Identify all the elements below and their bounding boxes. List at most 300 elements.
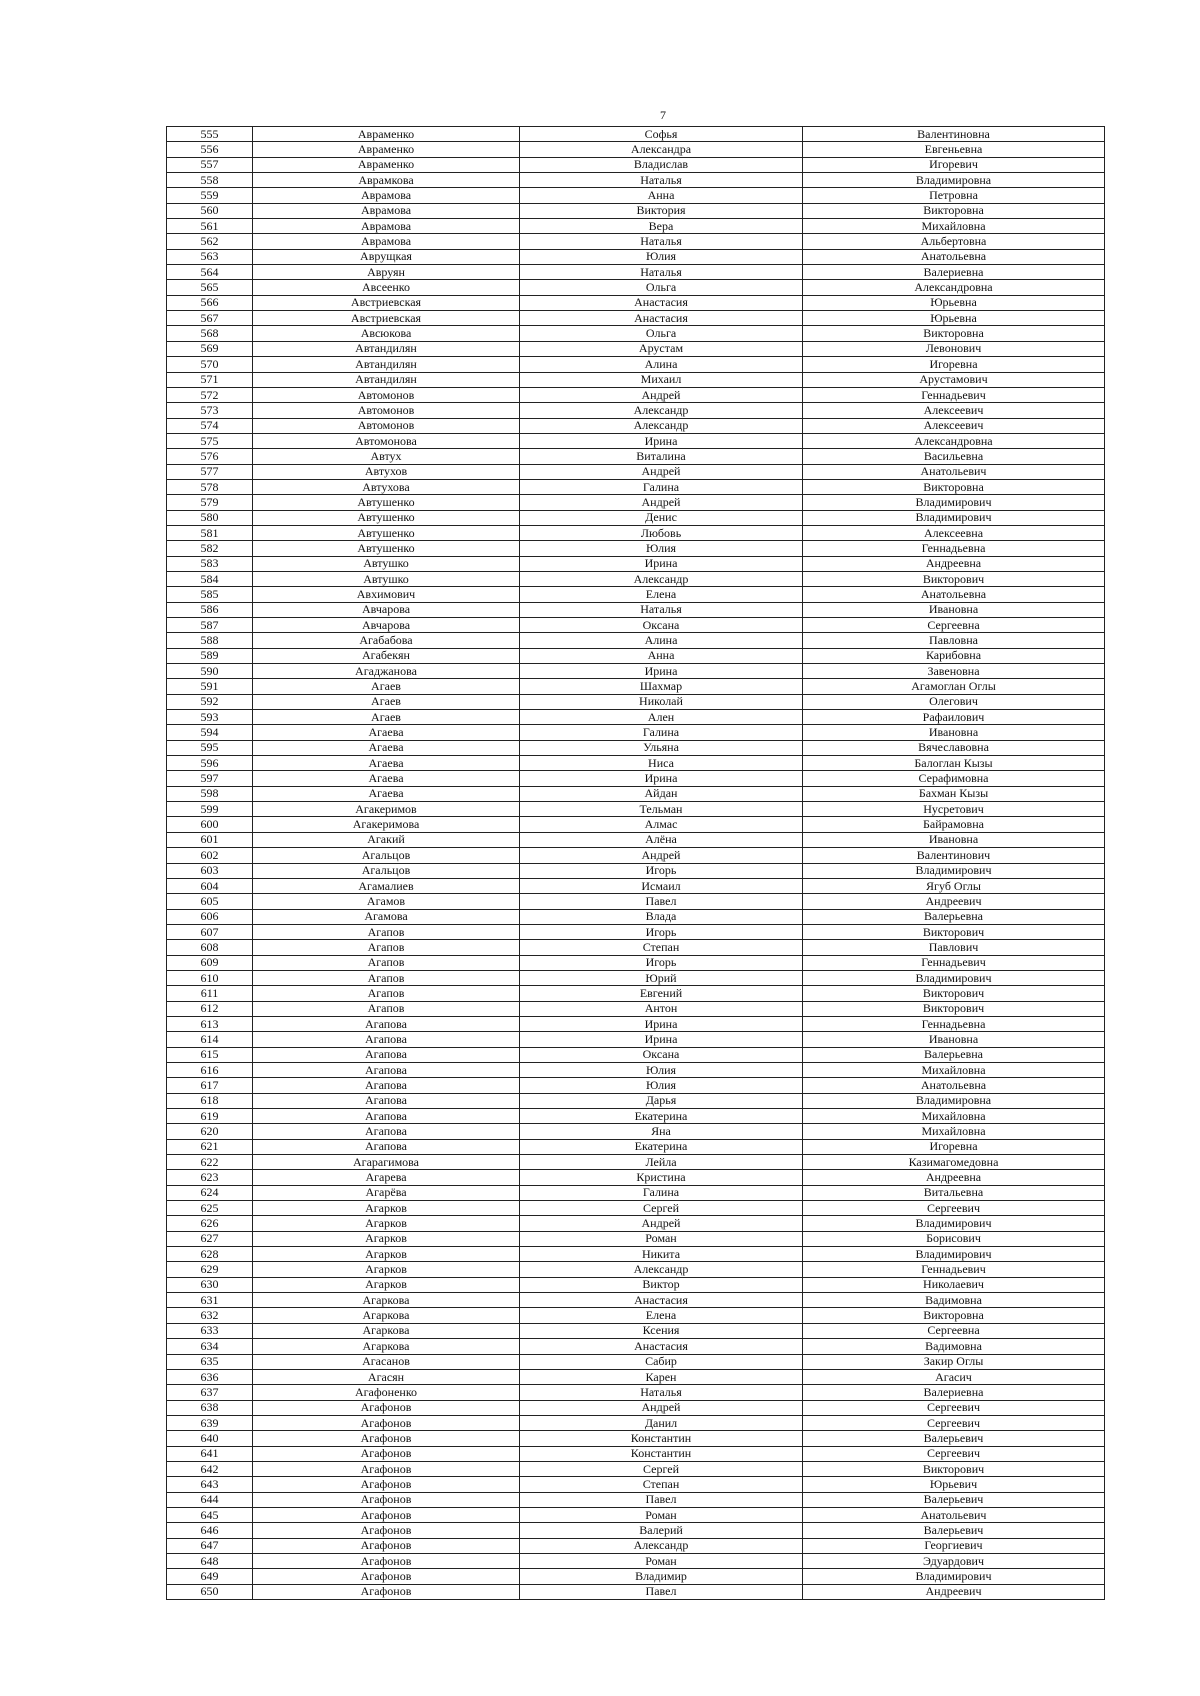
table-row: [167, 756, 1105, 771]
row-number-cell: 619: [167, 1109, 253, 1124]
row-number-cell: 646: [167, 1523, 253, 1538]
last-name-cell: Агафонов: [253, 1415, 520, 1430]
first-name-cell: Юлия: [520, 249, 803, 264]
table-row: [167, 802, 1105, 817]
last-name-cell: Агакий: [253, 832, 520, 847]
last-name-cell: Агаев: [253, 679, 520, 694]
first-name-cell: Андрей: [520, 848, 803, 863]
row-number-cell: 557: [167, 157, 253, 172]
table-row: [167, 955, 1105, 970]
first-name-cell: Наталья: [520, 265, 803, 280]
table-row: [167, 1262, 1105, 1277]
table-row: [167, 664, 1105, 679]
last-name-cell: Агарагимова: [253, 1155, 520, 1170]
row-number-cell: 589: [167, 648, 253, 663]
row-number-cell: 621: [167, 1139, 253, 1154]
first-name-cell: Степан: [520, 1477, 803, 1492]
table-row: [167, 1477, 1105, 1492]
table-row: [167, 970, 1105, 985]
last-name-cell: Автандилян: [253, 372, 520, 387]
first-name-cell: Оксана: [520, 618, 803, 633]
middle-name-cell: Валерьевич: [803, 1431, 1105, 1446]
middle-name-cell: Владимирович: [803, 863, 1105, 878]
first-name-cell: Александр: [520, 571, 803, 586]
first-name-cell: Данил: [520, 1415, 803, 1430]
table-row: [167, 418, 1105, 433]
row-number-cell: 649: [167, 1569, 253, 1584]
row-number-cell: 625: [167, 1201, 253, 1216]
last-name-cell: Австриевская: [253, 295, 520, 310]
last-name-cell: Автухов: [253, 464, 520, 479]
row-number-cell: 607: [167, 924, 253, 939]
row-number-cell: 647: [167, 1538, 253, 1553]
middle-name-cell: Геннадьевич: [803, 387, 1105, 402]
middle-name-cell: Байрамовна: [803, 817, 1105, 832]
first-name-cell: Карен: [520, 1369, 803, 1384]
first-name-cell: Елена: [520, 1308, 803, 1323]
row-number-cell: 639: [167, 1415, 253, 1430]
last-name-cell: Агаркова: [253, 1339, 520, 1354]
last-name-cell: Автухова: [253, 479, 520, 494]
middle-name-cell: Сергеевна: [803, 618, 1105, 633]
last-name-cell: Агамова: [253, 909, 520, 924]
first-name-cell: Игорь: [520, 955, 803, 970]
first-name-cell: Галина: [520, 725, 803, 740]
middle-name-cell: Викторович: [803, 924, 1105, 939]
table-row: [167, 341, 1105, 356]
last-name-cell: Агаев: [253, 710, 520, 725]
row-number-cell: 613: [167, 1016, 253, 1031]
last-name-cell: Агакеримова: [253, 817, 520, 832]
middle-name-cell: Геннадьевна: [803, 1016, 1105, 1031]
row-number-cell: 638: [167, 1400, 253, 1415]
last-name-cell: Авраменко: [253, 127, 520, 142]
row-number-cell: 573: [167, 403, 253, 418]
middle-name-cell: Балоглан Кызы: [803, 756, 1105, 771]
first-name-cell: Ульяна: [520, 740, 803, 755]
table-row: [167, 786, 1105, 801]
last-name-cell: Агафонов: [253, 1492, 520, 1507]
first-name-cell: Ирина: [520, 433, 803, 448]
first-name-cell: Виктория: [520, 203, 803, 218]
first-name-cell: Владислав: [520, 157, 803, 172]
first-name-cell: Андрей: [520, 495, 803, 510]
middle-name-cell: Павлович: [803, 940, 1105, 955]
row-number-cell: 590: [167, 664, 253, 679]
last-name-cell: Агафонов: [253, 1507, 520, 1522]
last-name-cell: Агасанов: [253, 1354, 520, 1369]
table-row: [167, 817, 1105, 832]
row-number-cell: 558: [167, 173, 253, 188]
table-row: [167, 863, 1105, 878]
middle-name-cell: Агасич: [803, 1369, 1105, 1384]
first-name-cell: Лейла: [520, 1155, 803, 1170]
last-name-cell: Автух: [253, 449, 520, 464]
middle-name-cell: Сергеевич: [803, 1446, 1105, 1461]
table-row: [167, 142, 1105, 157]
row-number-cell: 650: [167, 1584, 253, 1599]
row-number-cell: 579: [167, 495, 253, 510]
middle-name-cell: Ягуб Оглы: [803, 878, 1105, 893]
last-name-cell: Агаркова: [253, 1308, 520, 1323]
row-number-cell: 627: [167, 1231, 253, 1246]
middle-name-cell: Нусретович: [803, 802, 1105, 817]
table-row: [167, 1492, 1105, 1507]
table-row: [167, 403, 1105, 418]
middle-name-cell: Анатольевна: [803, 587, 1105, 602]
first-name-cell: Андрей: [520, 464, 803, 479]
middle-name-cell: Игоревна: [803, 1139, 1105, 1154]
middle-name-cell: Сергеевна: [803, 1323, 1105, 1338]
middle-name-cell: Закир Оглы: [803, 1354, 1105, 1369]
middle-name-cell: Николаевич: [803, 1277, 1105, 1292]
last-name-cell: Агафонов: [253, 1538, 520, 1553]
last-name-cell: Агапова: [253, 1016, 520, 1031]
table-row: [167, 1584, 1105, 1599]
row-number-cell: 602: [167, 848, 253, 863]
row-number-cell: 561: [167, 219, 253, 234]
row-number-cell: 560: [167, 203, 253, 218]
row-number-cell: 598: [167, 786, 253, 801]
first-name-cell: Игорь: [520, 924, 803, 939]
table-row: [167, 1062, 1105, 1077]
row-number-cell: 648: [167, 1553, 253, 1568]
row-number-cell: 586: [167, 602, 253, 617]
middle-name-cell: Евгеньевна: [803, 142, 1105, 157]
middle-name-cell: Андреевна: [803, 1170, 1105, 1185]
row-number-cell: 559: [167, 188, 253, 203]
row-number-cell: 569: [167, 341, 253, 356]
middle-name-cell: Юрьевна: [803, 311, 1105, 326]
middle-name-cell: Вячеславовна: [803, 740, 1105, 755]
first-name-cell: Виктор: [520, 1277, 803, 1292]
row-number-cell: 577: [167, 464, 253, 479]
first-name-cell: Анастасия: [520, 1293, 803, 1308]
first-name-cell: Ирина: [520, 771, 803, 786]
row-number-cell: 572: [167, 387, 253, 402]
middle-name-cell: Михайловна: [803, 1062, 1105, 1077]
table-row: [167, 127, 1105, 142]
table-row: [167, 1323, 1105, 1338]
row-number-cell: 637: [167, 1385, 253, 1400]
row-number-cell: 623: [167, 1170, 253, 1185]
row-number-cell: 594: [167, 725, 253, 740]
first-name-cell: Вера: [520, 219, 803, 234]
table-row: [167, 1354, 1105, 1369]
last-name-cell: Агарков: [253, 1277, 520, 1292]
table-row: [167, 157, 1105, 172]
row-number-cell: 624: [167, 1185, 253, 1200]
table-row: [167, 740, 1105, 755]
table-row: [167, 188, 1105, 203]
last-name-cell: Аврущкая: [253, 249, 520, 264]
first-name-cell: Александр: [520, 1538, 803, 1553]
first-name-cell: Наталья: [520, 1385, 803, 1400]
first-name-cell: Арустам: [520, 341, 803, 356]
last-name-cell: Агапова: [253, 1124, 520, 1139]
row-number-cell: 585: [167, 587, 253, 602]
last-name-cell: Агафонов: [253, 1431, 520, 1446]
table-row: [167, 449, 1105, 464]
last-name-cell: Агаев: [253, 694, 520, 709]
table-row: [167, 1032, 1105, 1047]
middle-name-cell: Михайловна: [803, 1124, 1105, 1139]
first-name-cell: Александра: [520, 142, 803, 157]
first-name-cell: Кристина: [520, 1170, 803, 1185]
last-name-cell: Агаева: [253, 740, 520, 755]
first-name-cell: Наталья: [520, 602, 803, 617]
middle-name-cell: Алексеевна: [803, 525, 1105, 540]
row-number-cell: 563: [167, 249, 253, 264]
table-row: [167, 648, 1105, 663]
last-name-cell: Агарёва: [253, 1185, 520, 1200]
middle-name-cell: Викторович: [803, 986, 1105, 1001]
row-number-cell: 593: [167, 710, 253, 725]
first-name-cell: Павел: [520, 1584, 803, 1599]
table-row: [167, 1461, 1105, 1476]
table-row: [167, 1385, 1105, 1400]
row-number-cell: 622: [167, 1155, 253, 1170]
row-number-cell: 591: [167, 679, 253, 694]
last-name-cell: Автушенко: [253, 525, 520, 540]
first-name-cell: Ирина: [520, 1016, 803, 1031]
table-row: [167, 1201, 1105, 1216]
first-name-cell: Галина: [520, 1185, 803, 1200]
first-name-cell: Сергей: [520, 1461, 803, 1476]
middle-name-cell: Владимировна: [803, 173, 1105, 188]
row-number-cell: 575: [167, 433, 253, 448]
last-name-cell: Агапов: [253, 1001, 520, 1016]
row-number-cell: 600: [167, 817, 253, 832]
last-name-cell: Агарков: [253, 1262, 520, 1277]
first-name-cell: Павел: [520, 894, 803, 909]
last-name-cell: Агафонов: [253, 1461, 520, 1476]
table-row: [167, 679, 1105, 694]
first-name-cell: Константин: [520, 1431, 803, 1446]
row-number-cell: 641: [167, 1446, 253, 1461]
middle-name-cell: Владимирович: [803, 510, 1105, 525]
middle-name-cell: Георгиевич: [803, 1538, 1105, 1553]
middle-name-cell: Анатольевна: [803, 249, 1105, 264]
table-row: [167, 433, 1105, 448]
middle-name-cell: Викторовна: [803, 479, 1105, 494]
table-row: [167, 510, 1105, 525]
middle-name-cell: Карибовна: [803, 648, 1105, 663]
table-row: [167, 986, 1105, 1001]
first-name-cell: Ксения: [520, 1323, 803, 1338]
table-row: [167, 372, 1105, 387]
middle-name-cell: Александровна: [803, 280, 1105, 295]
table-row: [167, 1415, 1105, 1430]
middle-name-cell: Владимирович: [803, 1216, 1105, 1231]
row-number-cell: 604: [167, 878, 253, 893]
first-name-cell: Степан: [520, 940, 803, 955]
middle-name-cell: Казимагомедовна: [803, 1155, 1105, 1170]
row-number-cell: 626: [167, 1216, 253, 1231]
row-number-cell: 597: [167, 771, 253, 786]
table-row: [167, 571, 1105, 586]
table-row: [167, 357, 1105, 372]
last-name-cell: Авраменко: [253, 157, 520, 172]
middle-name-cell: Серафимовна: [803, 771, 1105, 786]
middle-name-cell: Завеновна: [803, 664, 1105, 679]
middle-name-cell: Михайловна: [803, 219, 1105, 234]
table-row: [167, 1078, 1105, 1093]
last-name-cell: Автандилян: [253, 357, 520, 372]
middle-name-cell: Витальевна: [803, 1185, 1105, 1200]
last-name-cell: Австриевская: [253, 311, 520, 326]
first-name-cell: Оксана: [520, 1047, 803, 1062]
last-name-cell: Агапова: [253, 1139, 520, 1154]
table-row: [167, 1216, 1105, 1231]
middle-name-cell: Владимирович: [803, 1569, 1105, 1584]
first-name-cell: Екатерина: [520, 1139, 803, 1154]
row-number-cell: 599: [167, 802, 253, 817]
middle-name-cell: Владимировна: [803, 1093, 1105, 1108]
row-number-cell: 566: [167, 295, 253, 310]
table-row: [167, 602, 1105, 617]
middle-name-cell: Павловна: [803, 633, 1105, 648]
table-row: [167, 173, 1105, 188]
middle-name-cell: Валерьевич: [803, 1492, 1105, 1507]
middle-name-cell: Валерьевна: [803, 909, 1105, 924]
table-row: [167, 1553, 1105, 1568]
first-name-cell: Михаил: [520, 372, 803, 387]
table-row: [167, 1308, 1105, 1323]
last-name-cell: Агарков: [253, 1247, 520, 1262]
first-name-cell: Алина: [520, 357, 803, 372]
table-row: [167, 234, 1105, 249]
table-row: [167, 633, 1105, 648]
table-row: [167, 326, 1105, 341]
row-number-cell: 587: [167, 618, 253, 633]
middle-name-cell: Михайловна: [803, 1109, 1105, 1124]
middle-name-cell: Валерьевна: [803, 1047, 1105, 1062]
last-name-cell: Агасян: [253, 1369, 520, 1384]
last-name-cell: Автомонов: [253, 418, 520, 433]
last-name-cell: Агабекян: [253, 648, 520, 663]
table-row: [167, 1569, 1105, 1584]
first-name-cell: Юлия: [520, 541, 803, 556]
row-number-cell: 584: [167, 571, 253, 586]
first-name-cell: Ниса: [520, 756, 803, 771]
last-name-cell: Агаева: [253, 756, 520, 771]
last-name-cell: Агаркова: [253, 1323, 520, 1338]
middle-name-cell: Левонович: [803, 341, 1105, 356]
middle-name-cell: Вадимовна: [803, 1339, 1105, 1354]
row-number-cell: 583: [167, 556, 253, 571]
row-number-cell: 610: [167, 970, 253, 985]
table-row: [167, 280, 1105, 295]
last-name-cell: Агапова: [253, 1109, 520, 1124]
table-row: [167, 1507, 1105, 1522]
row-number-cell: 631: [167, 1293, 253, 1308]
middle-name-cell: Васильевна: [803, 449, 1105, 464]
first-name-cell: Роман: [520, 1231, 803, 1246]
middle-name-cell: Геннадьевич: [803, 1262, 1105, 1277]
middle-name-cell: Андреевна: [803, 556, 1105, 571]
table-row: [167, 848, 1105, 863]
first-name-cell: Дарья: [520, 1093, 803, 1108]
middle-name-cell: Андреевич: [803, 894, 1105, 909]
last-name-cell: Агапов: [253, 924, 520, 939]
row-number-cell: 555: [167, 127, 253, 142]
first-name-cell: Алмас: [520, 817, 803, 832]
last-name-cell: Агамов: [253, 894, 520, 909]
first-name-cell: Сабир: [520, 1354, 803, 1369]
middle-name-cell: Ивановна: [803, 725, 1105, 740]
first-name-cell: Ален: [520, 710, 803, 725]
table-row: [167, 1369, 1105, 1384]
row-number-cell: 581: [167, 525, 253, 540]
last-name-cell: Авсюкова: [253, 326, 520, 341]
last-name-cell: Автомонов: [253, 387, 520, 402]
first-name-cell: Наталья: [520, 234, 803, 249]
row-number-cell: 630: [167, 1277, 253, 1292]
table-row: [167, 1446, 1105, 1461]
table-row: [167, 1139, 1105, 1154]
row-number-cell: 645: [167, 1507, 253, 1522]
first-name-cell: Наталья: [520, 173, 803, 188]
last-name-cell: Агаркова: [253, 1293, 520, 1308]
table-row: [167, 1231, 1105, 1246]
last-name-cell: Агарков: [253, 1201, 520, 1216]
row-number-cell: 614: [167, 1032, 253, 1047]
row-number-cell: 644: [167, 1492, 253, 1507]
table-row: [167, 464, 1105, 479]
table-row: [167, 1277, 1105, 1292]
last-name-cell: Агаева: [253, 771, 520, 786]
table-row: [167, 479, 1105, 494]
row-number-cell: 576: [167, 449, 253, 464]
last-name-cell: Авруян: [253, 265, 520, 280]
first-name-cell: Ольга: [520, 280, 803, 295]
first-name-cell: Анастасия: [520, 311, 803, 326]
middle-name-cell: Петровна: [803, 188, 1105, 203]
table-row: [167, 1293, 1105, 1308]
row-number-cell: 620: [167, 1124, 253, 1139]
table-row: [167, 771, 1105, 786]
last-name-cell: Автушенко: [253, 541, 520, 556]
last-name-cell: Аврамова: [253, 203, 520, 218]
middle-name-cell: Бахман Кызы: [803, 786, 1105, 801]
table-row: [167, 1170, 1105, 1185]
middle-name-cell: Алексеевич: [803, 403, 1105, 418]
table-row: [167, 1093, 1105, 1108]
first-name-cell: Юлия: [520, 1062, 803, 1077]
first-name-cell: Антон: [520, 1001, 803, 1016]
last-name-cell: Агапов: [253, 986, 520, 1001]
last-name-cell: Агамалиев: [253, 878, 520, 893]
row-number-cell: 603: [167, 863, 253, 878]
middle-name-cell: Валериевна: [803, 265, 1105, 280]
first-name-cell: Александр: [520, 403, 803, 418]
first-name-cell: Никита: [520, 1247, 803, 1262]
table-row: [167, 525, 1105, 540]
last-name-cell: Агафонов: [253, 1446, 520, 1461]
first-name-cell: Николай: [520, 694, 803, 709]
table-row: [167, 541, 1105, 556]
first-name-cell: Владимир: [520, 1569, 803, 1584]
table-row: [167, 1124, 1105, 1139]
table-row: [167, 311, 1105, 326]
table-row: [167, 924, 1105, 939]
first-name-cell: Ольга: [520, 326, 803, 341]
first-name-cell: Шахмар: [520, 679, 803, 694]
last-name-cell: Агарков: [253, 1216, 520, 1231]
row-number-cell: 643: [167, 1477, 253, 1492]
middle-name-cell: Викторовна: [803, 1308, 1105, 1323]
